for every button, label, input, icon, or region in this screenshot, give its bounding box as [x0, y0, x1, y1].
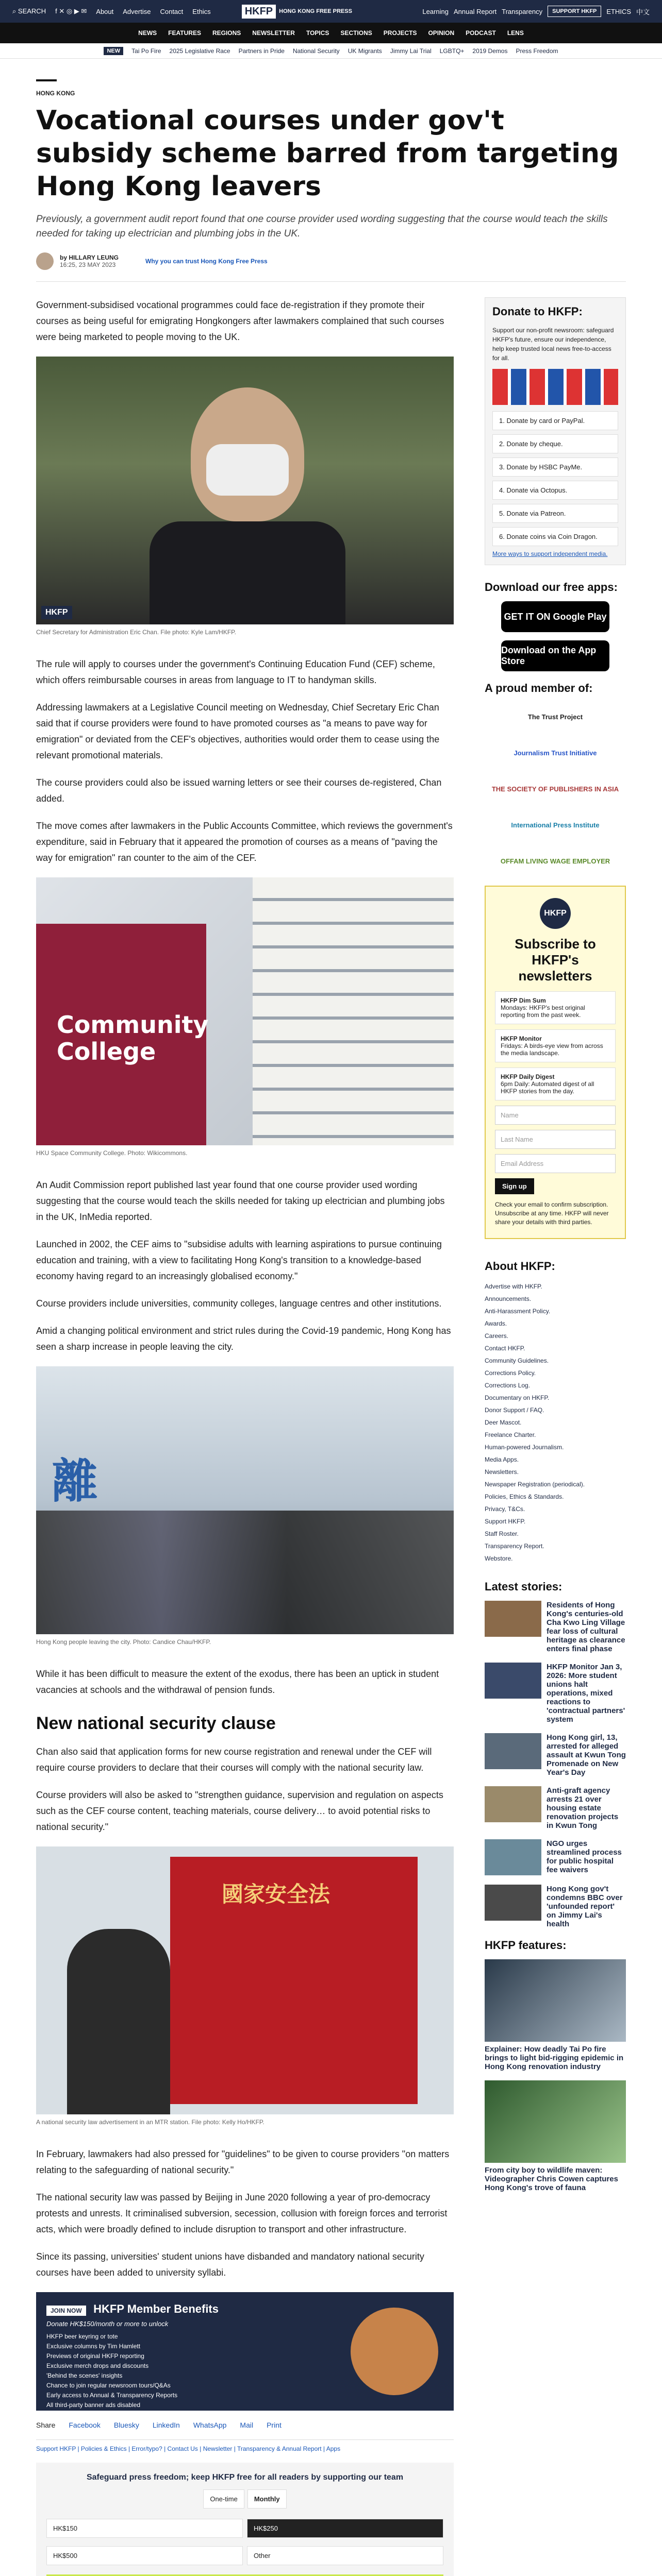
partner-logo[interactable]: OFFAM LIVING WAGE EMPLOYER — [500, 857, 610, 865]
amount-option[interactable]: HK$150 — [46, 2519, 243, 2538]
paragraph: While it has been difficult to measure the extent of the exodus, there has been an uptick in student vacancies at schools and the withdrawal of pension funds. — [36, 1669, 439, 1695]
support-links[interactable]: Support HKFP | Policies & Ethics | Error/typo? | Contact Us | Newsletter | Transparency & Annual Report | Apps — [36, 2439, 454, 2452]
subnav-item[interactable]: Press Freedom — [516, 47, 558, 55]
share-linkedin[interactable]: LinkedIn — [152, 2421, 180, 2429]
latest-story[interactable]: Residents of Hong Kong's centuries-old Cha Kwo Ling Village fear loss of cultural heritage as clearance enters final phase — [485, 1601, 626, 1653]
nav-item[interactable]: PODCAST — [466, 29, 496, 37]
story-thumbnail — [485, 1786, 541, 1822]
subnav-item[interactable]: 2019 Demos — [472, 47, 508, 55]
photo-caption: Chief Secretary for Administration Eric Chan. File photo: Kyle Lam/HKFP. — [36, 629, 236, 636]
partner-logo[interactable]: Journalism Trust Initiative — [514, 749, 597, 757]
newsletter-option[interactable]: HKFP Dim Sum Mondays: HKFP's best original reporting from the past week. — [495, 991, 616, 1024]
photo-eric-chan — [36, 357, 454, 624]
features-title: HKFP features: — [485, 1939, 567, 1952]
share-label: Share — [36, 2421, 56, 2429]
banner-list: HKFP beer keyring or tote Exclusive columns by Tim Hamlett Previews of original HKFP reporting Exclusive merch drops and discounts 'Behind the scenes' insights Chance to join regular newsroom tours/Q&As Early access to Annual & Transparency Reports All third-party banner ads disabled — [46, 2333, 178, 2409]
about-list — [485, 1280, 626, 1565]
latest-story[interactable]: NGO urges streamlined process for public hospital fee waivers — [485, 1839, 626, 1875]
member-benefits-banner[interactable] — [36, 2292, 454, 2411]
about-link[interactable]: Freelance Charter. — [485, 1431, 536, 1438]
last-name-input[interactable]: Last Name — [495, 1130, 616, 1149]
newsletter-option[interactable]: HKFP Daily Digest 6pm Daily: Automated digest of all HKFP stories from the day. — [495, 1067, 616, 1100]
top-bar — [0, 0, 662, 23]
about-title: About HKFP: — [485, 1260, 555, 1273]
feature-story[interactable]: From city boy to wildlife maven: Videographer Chris Cowen captures Hong Kong's trove of fauna — [485, 2080, 626, 2192]
story-thumbnail — [485, 1839, 541, 1875]
nav-item[interactable]: REGIONS — [212, 29, 241, 37]
about-link[interactable]: Documentary on HKFP. — [485, 1394, 550, 1401]
join-now-badge[interactable]: JOIN NOW — [46, 2306, 86, 2316]
article-category[interactable]: HONG KONG — [36, 90, 75, 97]
nav-item[interactable]: NEWSLETTER — [252, 29, 295, 37]
feature-image — [485, 1959, 626, 2042]
share-bar — [36, 2421, 454, 2429]
nav-item[interactable]: LENS — [507, 29, 524, 37]
new-badge: NEW — [104, 47, 123, 55]
donate-option[interactable]: 3. Donate by HSBC PayMe. — [492, 457, 618, 477]
social-icons[interactable]: f ✕ ◎ ▶ ✉ — [55, 7, 87, 15]
amount-option[interactable]: HK$500 — [46, 2546, 243, 2565]
about-link[interactable]: Support HKFP. — [485, 1518, 526, 1525]
college-sign: Community College — [57, 1011, 209, 1065]
nav-item[interactable]: PROJECTS — [383, 29, 417, 37]
nav-item[interactable]: NEWS — [138, 29, 157, 37]
donate-option[interactable]: 2. Donate by cheque. — [492, 434, 618, 453]
photo-caption: Hong Kong people leaving the city. Photo: Candice Chau/HKFP. — [36, 1638, 211, 1646]
paragraph: In February, lawmakers had also pressed for "guidelines" to be given to course providers "on matters relating to the safeguarding of national security." — [36, 2149, 450, 2175]
about-link[interactable]: Advertise with HKFP. — [485, 1283, 542, 1290]
amount-option[interactable]: Other — [247, 2546, 443, 2565]
nav-item[interactable]: FEATURES — [168, 29, 201, 37]
paragraph: Course providers will also be asked to "strengthen guidance, supervision and regulation on aspects such as the CEF course content, teaching materials, course delivery… to avoid potential risks to national security." — [36, 1790, 443, 1832]
topbar-link[interactable]: Annual Report — [454, 7, 497, 15]
topbar-link[interactable]: Transparency — [502, 7, 543, 15]
about-link[interactable]: Human-powered Journalism. — [485, 1444, 564, 1451]
donate-option[interactable]: 5. Donate via Patreon. — [492, 504, 618, 523]
paragraph: Launched in 2002, the CEF aims to "subsidise adults with learning aspirations to pursue continuing education and training, with a view to facilitating Hong Kong's transition to a knowledge-based economy having regard to an increasingly globalised economy." — [36, 1239, 442, 1281]
share-bluesky[interactable]: Bluesky — [113, 2421, 139, 2429]
latest-story[interactable]: HKFP Monitor Jan 3, 2026: More student unions halt operations, mixed reactions to 'contractual partners' system — [485, 1663, 626, 1724]
author-avatar — [36, 252, 54, 270]
email-input[interactable]: Email Address — [495, 1154, 616, 1173]
freq-monthly[interactable]: Monthly — [247, 2489, 287, 2509]
about-link[interactable]: Newsletters. — [485, 1468, 519, 1476]
search-button[interactable]: ⌕ SEARCH — [12, 7, 46, 15]
about-link[interactable]: Donor Support / FAQ. — [485, 1406, 544, 1414]
article-body — [36, 297, 454, 2576]
nav-item[interactable]: SECTIONS — [340, 29, 372, 37]
topbar-link[interactable]: Ethics — [192, 7, 211, 15]
section-heading: New national security clause — [36, 1714, 276, 1733]
about-link[interactable]: Staff Roster. — [485, 1530, 519, 1537]
partner-logo[interactable]: International Press Institute — [511, 821, 600, 829]
paragraph: The course providers could also be issued warning letters or see their courses de-registered, Chan added. — [36, 777, 442, 804]
site-logo[interactable]: HKFP HONG KONG FREE PRESS — [242, 0, 352, 23]
share-facebook[interactable]: Facebook — [69, 2421, 101, 2429]
paragraph: The move comes after lawmakers in the Public Accounts Committee, which reviews the government's expenditure, said in February that it appeared the promotion of courses as a means of "paving the way for emigration" ran counter to the aim of the CEF. — [36, 821, 453, 863]
about-link[interactable]: Community Guidelines. — [485, 1357, 549, 1364]
author-name[interactable]: by HILLARY LEUNG — [60, 254, 119, 261]
google-play-button[interactable]: GET IT ON Google Play — [501, 601, 609, 632]
about-link[interactable]: Transparency Report. — [485, 1543, 544, 1550]
banner-title: HKFP Member Benefits — [93, 2302, 219, 2315]
newsletter-note: Check your email to confirm subscription. Unsubscribe at any time. HKFP will never share your details with third parties. — [495, 1201, 609, 1226]
latest-story[interactable]: Hong Kong gov't condemns BBC over 'unfounded report' on Jimmy Lai's health — [485, 1885, 626, 1928]
trust-link[interactable]: Why you can trust Hong Kong Free Press — [145, 258, 268, 265]
donate-option[interactable]: 1. Donate by card or PayPal. — [492, 411, 618, 430]
subnav-item[interactable]: 2025 Legislative Race — [169, 47, 230, 55]
paragraph: Addressing lawmakers at a Legislative Council meeting on Wednesday, Chief Secretary Eric Chan said that if course providers were found to have promoted courses as "a means to pave way for emigration" or deviated from the CEF's objectives, authorities would order them to cease using the relevant promotional materials. — [36, 702, 440, 760]
first-name-input[interactable]: Name — [495, 1106, 616, 1125]
photo-airport: 離 — [36, 1366, 454, 1634]
latest-story[interactable]: Anti-graft agency arrests 21 over housing estate renovation projects in Kwun Tong — [485, 1786, 626, 1830]
safeguard-text: Safeguard press freedom; keep HKFP free for all readers by supporting our team — [86, 2473, 404, 2482]
paragraph: The rule will apply to courses under the government's Continuing Education Fund (CEF) scheme, which offers reimbursable courses in areas from language to IT to handyman skills. — [36, 659, 435, 685]
subnav-item[interactable]: UK Migrants — [347, 47, 382, 55]
amount-option[interactable]: HK$250 — [247, 2519, 443, 2538]
about-link[interactable]: Privacy, T&Cs. — [485, 1505, 525, 1513]
subnav-item[interactable]: Jimmy Lai Trial — [390, 47, 432, 55]
paragraph: An Audit Commission report published last year found that one course provider used wording suggesting that the course would teach the skills needed for taking up electrician and plumbing jobs in the UK, InMedia reported. — [36, 1180, 445, 1222]
more-ways-link[interactable]: More ways to support independent media. — [492, 550, 608, 557]
photo-caption: A national security law advertisement in an MTR station. File photo: Kelly Ho/HKFP. — [36, 2119, 264, 2126]
about-link[interactable]: Corrections Log. — [485, 1382, 531, 1389]
topbar-link[interactable]: Learning — [422, 7, 449, 15]
article-standfirst: Previously, a government audit report found that one course provider used wording suggesting that the course would teach the skills needed for taking up electrician and plumbing jobs in the UK. — [36, 214, 608, 239]
partner-logo[interactable]: The Trust Project — [527, 713, 583, 721]
share-whatsapp[interactable]: WhatsApp — [193, 2421, 227, 2429]
topbar-link[interactable]: Advertise — [123, 7, 151, 15]
newsletter-box — [485, 886, 626, 1239]
photo-caption: HKU Space Community College. Photo: Wikicommons. — [36, 1149, 188, 1157]
banner-sub: Donate HK$150/month or more to unlock — [46, 2320, 169, 2328]
story-thumbnail — [485, 1885, 541, 1921]
about-link[interactable]: Careers. — [485, 1332, 509, 1340]
accent-bar — [36, 79, 57, 81]
donate-title: Donate to HKFP: — [492, 305, 583, 318]
latest-story[interactable]: Hong Kong girl, 13, arrested for alleged assault at Kwun Tong Promenade on New Year's Day — [485, 1733, 626, 1777]
donate-option[interactable]: 6. Donate coins via Coin Dragon. — [492, 527, 618, 546]
paragraph: Amid a changing political environment and strict rules during the Covid-19 pandemic, Hong Kong has seen a sharp increase in people leaving the city. — [36, 1326, 451, 1352]
byline — [36, 252, 626, 282]
paragraph: Since its passing, universities' student unions have disbanded and mandatory national security courses have been added to university syllabi. — [36, 2251, 424, 2278]
subnav-item[interactable]: LGBTQ+ — [439, 47, 465, 55]
newsletter-title: Subscribe to HKFP's newsletters — [515, 936, 596, 984]
newsletter-option[interactable]: HKFP Monitor Fridays: A birds-eye view from across the media landscape. — [495, 1029, 616, 1062]
paragraph: The national security law was passed by Beijing in June 2020 following a year of pro-democracy protests and unrests. It criminalised subversion, secession, collusion with foreign forces and terrorist acts, which were broadly defined to include disruption to transport and other infrastructure. — [36, 2192, 448, 2234]
paragraph: Chan also said that application forms for new course registration and renewal under the CEF will require course providers to declare that their courses will comply with the national security law. — [36, 1747, 432, 1773]
topbar-link[interactable]: Contact — [160, 7, 184, 15]
feature-image — [485, 2080, 626, 2163]
apps-title: Download our free apps: — [485, 581, 618, 594]
partner-logo[interactable]: THE SOCIETY OF PUBLISHERS IN ASIA — [491, 785, 619, 793]
donate-box — [485, 297, 626, 565]
latest-title: Latest stories: — [485, 1580, 562, 1593]
about-link[interactable]: Announcements. — [485, 1295, 532, 1302]
about-link[interactable]: Webstore. — [485, 1555, 513, 1562]
feature-story[interactable]: Explainer: How deadly Tai Po fire brings to light bid-rigging epidemic in Hong Kong renovation industry — [485, 1959, 626, 2071]
freq-onetime[interactable]: One-time — [203, 2489, 244, 2509]
paragraph: Government-subsidised vocational programmes could face de-registration if they promote their courses as being useful for emigrating Hongkongers after lawmakers complained that such courses were being marketed to people moving to the UK. — [36, 300, 444, 342]
article-title: Vocational courses under gov't subsidy scheme barred from targeting Hong Kong leavers — [36, 105, 619, 202]
about-link[interactable]: Corrections Policy. — [485, 1369, 536, 1377]
about-link[interactable]: Deer Mascot. — [485, 1419, 522, 1426]
sub-nav — [0, 43, 662, 59]
donate-text: Support our non-profit newsroom: safeguard HKFP's future, ensure our independence, help keep trusted local news free-to-access for all. — [492, 327, 614, 362]
donate-widget — [36, 2463, 454, 2576]
deer-mascot — [351, 2308, 438, 2395]
subnav-item[interactable]: Tai Po Fire — [131, 47, 161, 55]
paragraph: Course providers include universities, community colleges, language centres and other institutions. — [36, 1298, 442, 1309]
about-link[interactable]: Newspaper Registration (periodical). — [485, 1481, 585, 1488]
about-link[interactable]: Anti-Harassment Policy. — [485, 1308, 551, 1315]
about-link[interactable]: Contact HKFP. — [485, 1345, 525, 1352]
story-thumbnail — [485, 1733, 541, 1769]
about-link[interactable]: Media Apps. — [485, 1456, 519, 1463]
hkfp-icon: HKFP — [540, 898, 571, 929]
publish-date: 16:25, 23 MAY 2023 — [60, 261, 116, 268]
story-thumbnail — [485, 1601, 541, 1637]
share-mail[interactable]: Mail — [240, 2421, 254, 2429]
donate-option[interactable]: 4. Donate via Octopus. — [492, 481, 618, 500]
ethics-link[interactable]: ETHICS — [606, 7, 631, 15]
support-button[interactable]: SUPPORT HKFP — [548, 6, 601, 17]
chinese-link[interactable]: 中文 — [636, 8, 650, 16]
signup-button[interactable]: Sign up — [495, 1178, 534, 1194]
member-title: A proud member of: — [485, 682, 593, 694]
hkfp-watermark: HKFP — [41, 606, 72, 619]
main-nav — [0, 23, 662, 43]
share-print[interactable]: Print — [267, 2421, 282, 2429]
story-thumbnail — [485, 1663, 541, 1699]
about-link[interactable]: Policies, Ethics & Standards. — [485, 1493, 564, 1500]
photo-community-college — [36, 877, 454, 1145]
photo-nsl-ad — [36, 1846, 454, 2114]
about-link[interactable]: Awards. — [485, 1320, 507, 1327]
subnav-item[interactable]: National Security — [292, 47, 340, 55]
topbar-link[interactable]: About — [96, 7, 114, 15]
nsl-poster-text: 國家安全法 — [222, 1882, 330, 1906]
sidebar — [485, 297, 626, 2576]
payment-icons — [492, 369, 618, 405]
app-store-button[interactable]: Download on the App Store — [501, 640, 609, 671]
nav-item[interactable]: OPINION — [428, 29, 455, 37]
subnav-item[interactable]: Partners in Pride — [238, 47, 285, 55]
nav-item[interactable]: TOPICS — [306, 29, 329, 37]
